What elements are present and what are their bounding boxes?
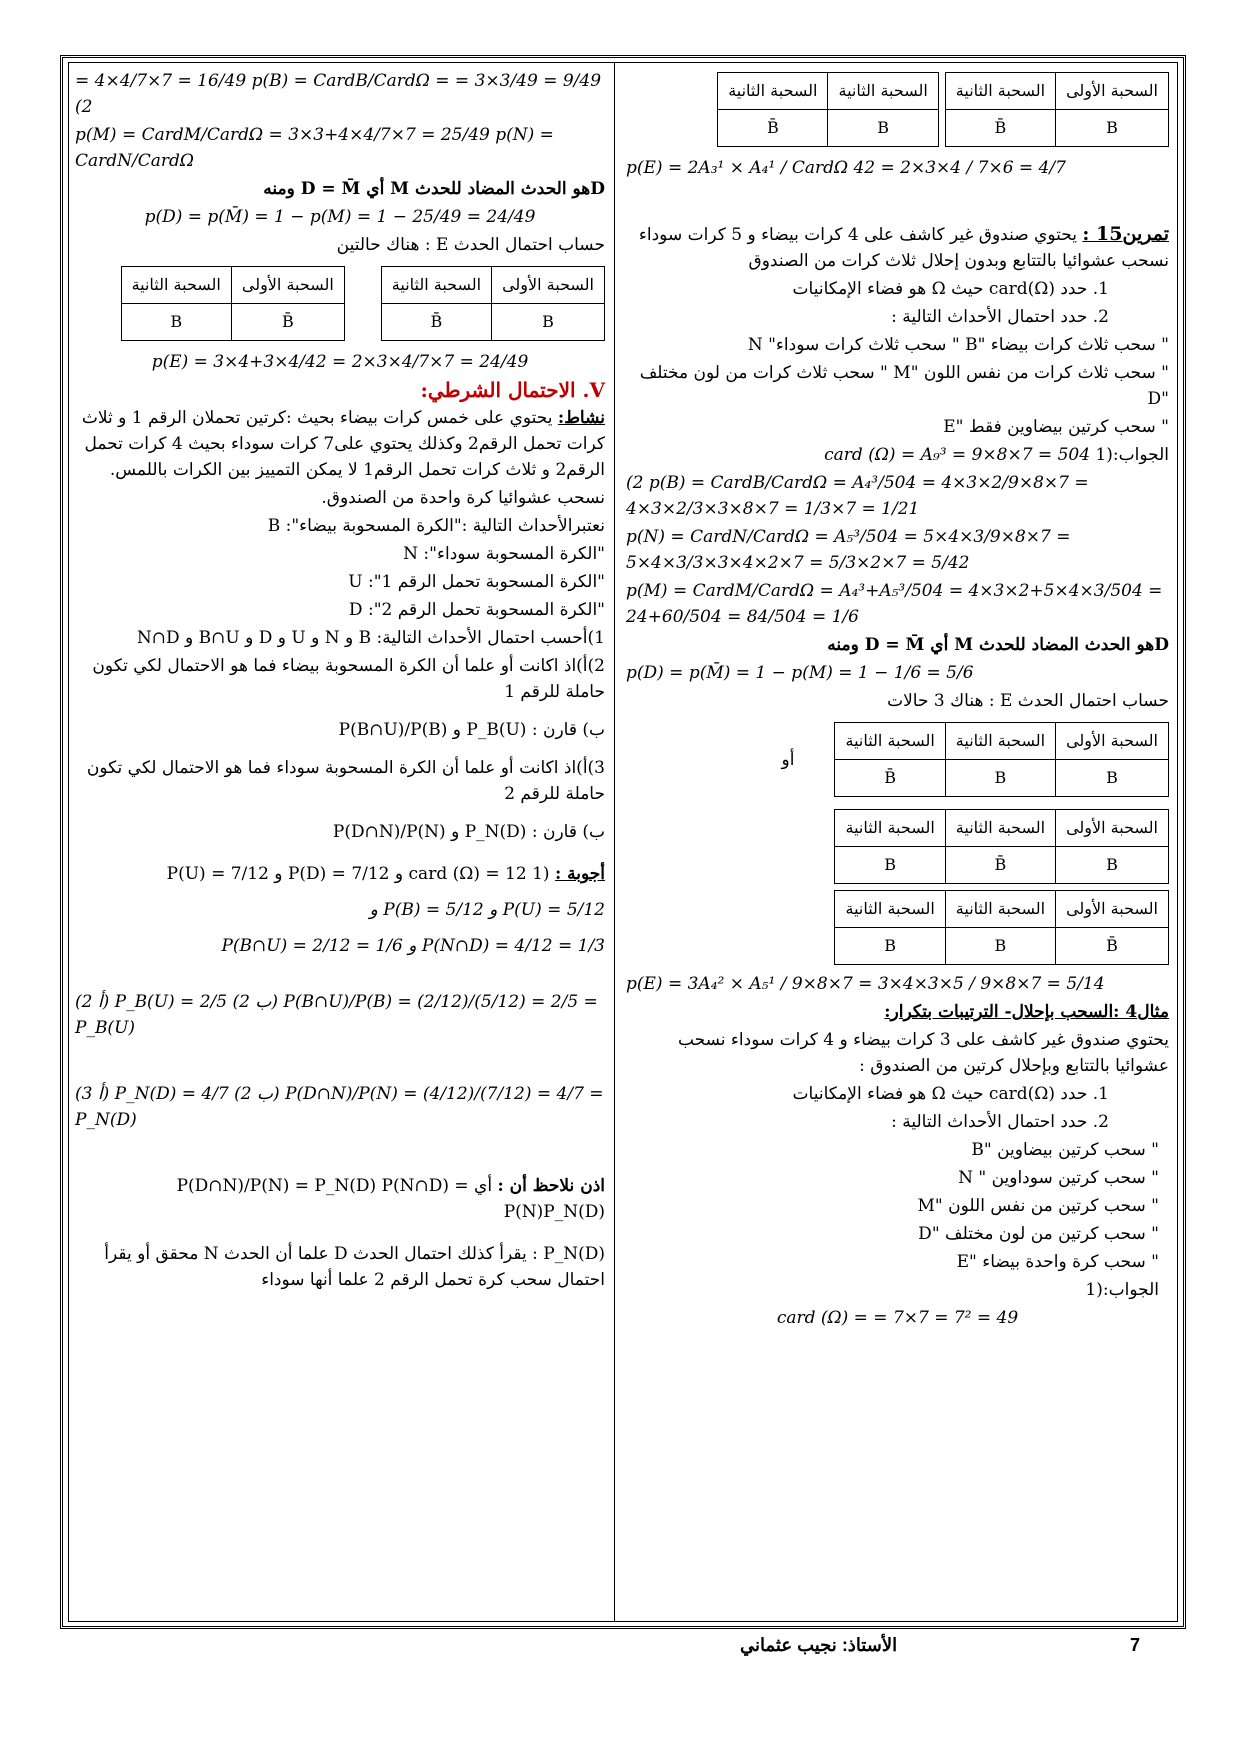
activity-label: نشاط: <box>557 408 605 428</box>
complement-text: Dهو الحدث المضاد للحدث M أي D = M̄ ومنه <box>263 179 605 199</box>
note-formula: أي P(D∩N)/P(N) = P_N(D) P(N∩D) = P(N)P_N(D) <box>176 1176 605 1222</box>
reading-note: P_N(D) : يقرأ كذلك احتمال الحدث D علما أن الحدث N محقق أو يقرأ احتمال سحب كرة تحمل الرقم 2 علما أنها سوداء <box>104 1244 605 1290</box>
table-cell: B̄ <box>835 760 945 797</box>
table-cell: B̄ <box>718 110 828 147</box>
question-3b: ب) قارن : P_N(D) و P(D∩N)/P(N) <box>332 822 605 842</box>
formula-l1: = 4×4/7×7 = 16/49 p(B) = CardB/CardΩ = = 3×3/49 = 9/49 (2 <box>75 71 602 117</box>
note <box>75 1173 605 1225</box>
table-cell: B̄ <box>231 304 344 341</box>
table-cell: B <box>121 304 231 341</box>
example-4-event: " سحب كرة واحدة بيضاء "E <box>956 1252 1159 1272</box>
exercise-15-title: تمرين15 : <box>1082 223 1169 245</box>
example-4-title: مثال4 :السحب بإحلال- الترتيبات بتكرار: <box>884 1002 1169 1022</box>
left-column <box>75 66 605 1295</box>
table-header: السحبة الثانية <box>121 267 231 304</box>
answer-label <box>626 442 1169 468</box>
draws-table-1 <box>834 722 1169 797</box>
table-header: السحبة الثانية <box>835 891 945 928</box>
example-4-event: " سحب كرتين من نفس اللون "M <box>917 1196 1159 1216</box>
question-2b: ب) قارن : P_B(U) و P(B∩U)/P(B) <box>338 720 605 740</box>
table-header: السحبة الثانية <box>828 73 938 110</box>
table-header: السحبة الثانية <box>835 723 945 760</box>
draws-table-2 <box>834 809 1169 884</box>
right-column <box>626 66 1169 1333</box>
question-2: 2)أ)اذ اكانت أو علما أن الكرة المسحوبة بيضاء فما هو الاحتمال لكي تكون حاملة للرقم 1 <box>92 656 605 702</box>
top-table-1 <box>945 72 1169 147</box>
answer-1: (1 card (Ω) = 12 و P(D) = 7/12 و P(U) = 7/12 <box>166 864 550 884</box>
table-cell: B <box>492 304 605 341</box>
table-b <box>121 266 345 341</box>
table-header: السحبة الثانية <box>945 891 1055 928</box>
table-header: السحبة الثانية <box>945 810 1055 847</box>
formula-pE: p(E) = 3A₄² × A₅¹ / 9×8×7 = 3×4×3×5 / 9×8×7 = 5/14 <box>626 974 1105 994</box>
example-4-event: " سحب كرتين بيضاوين "B <box>971 1140 1159 1160</box>
question-1: 1)أحسب احتمال الأحداث التالية: B و N و U و D و B∩U و N∩D <box>136 628 605 648</box>
table-cell: B <box>1056 110 1169 147</box>
event-item: "الكرة المسحوبة تحمل الرقم 1": U <box>348 572 605 592</box>
table-header: السحبة الثانية <box>718 73 828 110</box>
exercise-15 <box>626 221 1169 274</box>
activity <box>75 405 605 483</box>
table-header: السحبة الأولى <box>231 267 344 304</box>
answer-4: (2 أ) P_B(U) = 2/5 (2 ب) P(B∩U)/P(B) = (2/12)/(5/12) = 2/5 = P_B(U) <box>75 992 598 1038</box>
table-cell: B̄ <box>945 847 1055 884</box>
formula-pB: (2 p(B) = CardB/CardΩ = A₄³/504 = 4×3×2/9×8×7 = 4×3×2/3×3×8×7 = 1/3×7 = 1/21 <box>626 473 1089 519</box>
table-cell: B <box>945 760 1055 797</box>
exercise-15-event-2: " سحب ثلاث كرات من نفس اللون "M " سحب ثلاث كرات من لون مختلف "D <box>639 363 1169 409</box>
top-table-2 <box>717 72 939 147</box>
formula-l2: p(M) = CardM/CardΩ = 3×3+4×4/7×7 = 25/49 p(N) = CardN/CardΩ <box>75 125 554 171</box>
example-4-event: " سحب كرتين سوداوين " N <box>958 1168 1159 1188</box>
exercise-15-text: يحتوي صندوق غير كاشف على 4 كرات بيضاء و 5 كرات سوداء نسحب عشوائيا بالتتابع وبدون إحلال ثلاث كرات من الصندوق <box>638 225 1169 271</box>
example-4-q1: 1. حدد card(Ω) حيث Ω هو فضاء الإمكانيات <box>792 1084 1109 1104</box>
answer-label-text: الجواب:(1 <box>1095 445 1169 465</box>
table-cell: B <box>828 110 938 147</box>
formula-pM: p(M) = CardM/CardΩ = A₄³+A₅³/504 = 4×3×2+5×4×3/504 = 24+60/504 = 84/504 = 1/6 <box>626 581 1163 627</box>
answer-5: (3 أ) P_N(D) = 4/7 (2 ب) P(D∩N)/P(N) = (4/12)/(7/12) = 4/7 = P_N(D) <box>75 1084 604 1130</box>
table-a <box>381 266 605 341</box>
or-label: أو <box>781 749 795 770</box>
column-divider <box>614 62 615 1622</box>
table-cell: B <box>835 847 945 884</box>
example-4-card: card (Ω) = = 7×7 = 7² = 49 <box>776 1308 1019 1328</box>
note-label: اذن نلاحظ أن : <box>497 1176 605 1196</box>
pE-label: حساب احتمال الحدث E : هناك 3 حالات <box>887 691 1169 711</box>
formula-pN: p(N) = CardN/CardΩ = A₅³/504 = 5×4×3/9×8×7 = 5×4×3/3×3×4×2×7 = 5/3×2×7 = 5/42 <box>626 527 1071 573</box>
answers <box>75 861 605 887</box>
example-4-q2: 2. حدد احتمال الأحداث التالية : <box>891 1112 1109 1132</box>
table-header: السحبة الثانية <box>381 267 491 304</box>
event-item: "الكرة المسحوبة تحمل الرقم 2": D <box>348 600 605 620</box>
example-4-text: يحتوي صندوق غير كاشف على 3 كرات بيضاء و 4 كرات سوداء نسحب عشوائيا بالتتابع وبإحلال كرتين من الصندوق : <box>677 1030 1169 1076</box>
table-cell: B̄ <box>1056 928 1169 965</box>
answer-3: P(B∩U) = 2/12 = 1/6 و P(N∩D) = 4/12 = 1/3 <box>221 936 605 956</box>
table-cell: B̄ <box>381 304 491 341</box>
pE-label: حساب احتمال الحدث E : هناك حالتين <box>336 235 605 255</box>
exercise-15-q1: 1. حدد card(Ω) حيث Ω هو فضاء الإمكانيات <box>792 279 1109 299</box>
formula-pD: p(D) = p(M̄) = 1 − p(M) = 1 − 25/49 = 24/49 <box>144 207 536 227</box>
table-header: السحبة الأولى <box>1056 891 1169 928</box>
formula-card: card (Ω) = A₉³ = 9×8×7 = 504 <box>824 445 1091 465</box>
page-number: 7 <box>1130 1635 1141 1655</box>
exercise-15-event-1: " سحب ثلاث كرات بيضاء "B " سحب ثلاث كرات سوداء" N <box>747 335 1169 355</box>
table-header: السحبة الثانية <box>945 73 1055 110</box>
question-3: 3)أ)اذ اكانت أو علما أن الكرة المسحوبة سوداء فما هو الاحتمال لكي تكون حاملة للرقم 2 <box>86 758 605 804</box>
example-4-answer: الجواب:(1 <box>1085 1280 1159 1300</box>
section-heading <box>75 377 605 403</box>
author: الأستاذ: نجيب عثماني <box>740 1635 898 1655</box>
table-cell: B̄ <box>945 110 1055 147</box>
table-header: السحبة الثانية <box>945 723 1055 760</box>
table-header: السحبة الأولى <box>1056 73 1169 110</box>
formula-pE-top: p(E) = 2A₃¹ × A₄¹ / CardΩ 42 = 2×3×4 / 7×6 = 4/7 <box>626 158 1066 178</box>
event-item: "الكرة المسحوبة سوداء": N <box>403 544 605 564</box>
table-cell: B <box>1056 847 1169 884</box>
draws-table-3 <box>834 890 1169 965</box>
activity-text: يحتوي على خمس كرات بيضاء بحيث :كرتين تحملان الرقم 1 و ثلاث كرات تحمل الرقم2 وكذلك يحتوي على7 كرات سوداء بحيث 4 كرات تحمل الرقم2 و ثلاث كرات تحمل الرقم1 لا يمكن التمييز بين الكرات باللمس. <box>81 408 605 480</box>
table-header: السحبة الأولى <box>1056 723 1169 760</box>
example-4-event: " سحب كرتين من لون مختلف "D <box>918 1224 1159 1244</box>
table-cell: B <box>945 928 1055 965</box>
formula-pE: p(E) = 3×4+3×4/42 = 2×3×4/7×7 = 24/49 <box>151 352 529 372</box>
table-header: السحبة الأولى <box>492 267 605 304</box>
table-cell: B <box>1056 760 1169 797</box>
answer-2: و P(B) = 5/12 و P(U) = 5/12 <box>369 900 605 920</box>
section-number: V. <box>582 378 605 402</box>
table-cell: B <box>835 928 945 965</box>
table-header: السحبة الثانية <box>835 810 945 847</box>
exercise-15-q2: 2. حدد احتمال الأحداث التالية : <box>891 307 1109 327</box>
answers-label: أجوبة : <box>554 864 605 884</box>
exercise-15-event-3: " سحب كرتين بيضاوين فقط "E <box>943 417 1169 437</box>
section-title: الاحتمال الشرطي: <box>420 378 576 402</box>
complement-text: Dهو الحدث المضاد للحدث M أي D = M̄ ومنه <box>827 635 1169 655</box>
events-label: نعتبرالأحداث التالية :"الكرة المسحوبة بيضاء": B <box>267 516 605 536</box>
activity-text-2: نسحب عشوائيا كرة واحدة من الصندوق. <box>321 488 605 508</box>
formula-pD: p(D) = p(M̄) = 1 − p(M) = 1 − 1/6 = 5/6 <box>626 663 974 683</box>
table-header: السحبة الأولى <box>1056 810 1169 847</box>
